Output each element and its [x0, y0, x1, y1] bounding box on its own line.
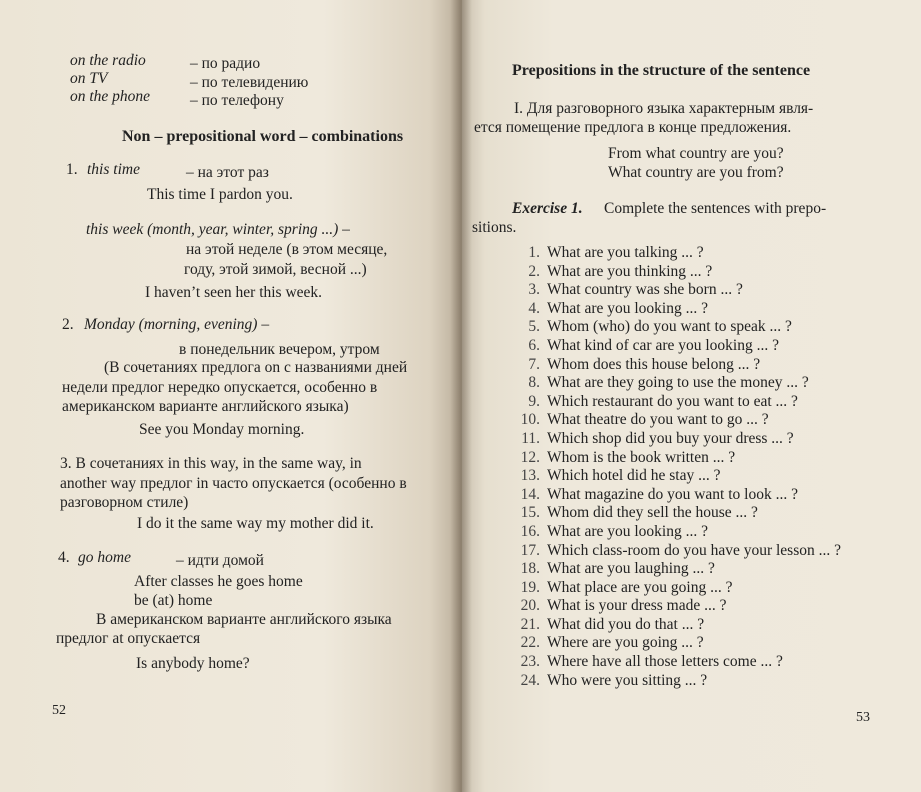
exercise-item-number: 8. — [528, 374, 540, 392]
exercise-item — [512, 542, 841, 561]
exercise-item — [512, 300, 841, 319]
exercise-item-number: 17. — [520, 541, 540, 559]
exercise-item-number: 14. — [520, 485, 540, 503]
item-number: 2. — [62, 316, 74, 333]
book-fold — [450, 0, 472, 792]
media-translation: – по телефону — [190, 92, 284, 109]
intro-text: I. Для разговорного языка характерным явля- — [514, 100, 814, 117]
right-page — [462, 0, 921, 792]
item-translation: – идти домой — [176, 552, 264, 569]
exercise-item-text: What theatre do you want to go ... ? — [547, 411, 769, 429]
exercise-item — [512, 486, 841, 505]
exercise-item-number: 19. — [520, 578, 540, 596]
exercise-item — [512, 672, 841, 691]
example-sentence: be (at) home — [134, 592, 213, 609]
example-sentence: From what country are you? — [608, 145, 784, 162]
exercise-item — [512, 318, 841, 337]
note-text: another way предлог in часто опускается (особенно в — [60, 475, 407, 492]
exercise-label: Exercise 1. — [512, 200, 583, 217]
item-number: 1. — [66, 161, 78, 178]
exercise-item — [512, 337, 841, 356]
exercise-item — [512, 616, 841, 635]
exercise-item-text: Which hotel did he stay ... ? — [547, 467, 721, 485]
media-translation: – по радио — [190, 55, 261, 72]
exercise-item-number: 12. — [520, 448, 540, 466]
page-title: Prepositions in the structure of the sentence — [512, 62, 811, 79]
exercise-item-number: 4. — [528, 299, 540, 317]
page-number: 53 — [856, 710, 870, 725]
exercise-item — [512, 393, 841, 412]
exercise-item-text: Where have all those letters come ... ? — [547, 653, 783, 671]
note-text: разговорном стиле) — [60, 494, 189, 511]
example-sentence: This time I pardon you. — [147, 186, 293, 203]
page-number: 52 — [52, 703, 66, 718]
exercise-item-number: 10. — [520, 411, 540, 429]
exercise-item-text: Whom did they sell the house ... ? — [547, 504, 758, 522]
exercise-item — [512, 449, 841, 468]
exercise-item-number: 5. — [528, 318, 540, 336]
exercise-item-number: 15. — [520, 504, 540, 522]
exercise-item-text: Where are you going ... ? — [547, 634, 704, 652]
note-text: предлог at опускается — [56, 630, 201, 647]
media-phrase: on TV — [70, 70, 108, 87]
exercise-item-text: What are you talking ... ? — [547, 244, 704, 261]
exercise-item-text: What are you looking ... ? — [547, 299, 708, 317]
example-sentence: I do it the same way my mother did it. — [137, 515, 374, 532]
exercise-item — [512, 560, 841, 579]
exercise-item — [512, 634, 841, 653]
item-phrase: go home — [78, 549, 131, 566]
exercise-instruction: Complete the sentences with prepo- — [604, 200, 827, 217]
item-translation: на этой неделе (в этом месяце, — [186, 241, 388, 258]
item-phrase: this time — [87, 161, 140, 178]
exercise-item — [512, 356, 841, 375]
exercise-item-number: 16. — [520, 522, 540, 540]
note-text: В американском варианте английского языка — [96, 611, 392, 628]
exercise-item — [512, 597, 841, 616]
item-phrase: this week (month, year, winter, spring ...) – — [86, 221, 350, 238]
note-text: американском варианте английского языка) — [62, 398, 349, 415]
exercise-item-number: 21. — [520, 615, 540, 633]
exercise-item-number: 2. — [528, 262, 540, 280]
exercise-item-number: 20. — [520, 597, 540, 615]
exercise-item-number: 1. — [528, 244, 540, 261]
exercise-item — [512, 430, 841, 449]
exercise-item — [512, 281, 841, 300]
exercise-item-text: What is your dress made ... ? — [547, 597, 727, 615]
exercise-item-number: 23. — [520, 653, 540, 671]
exercise-item-number: 13. — [520, 467, 540, 485]
example-sentence: I haven’t seen her this week. — [145, 284, 323, 301]
exercise-item-number: 7. — [528, 355, 540, 373]
exercise-list — [512, 244, 841, 690]
media-phrase: on the radio — [70, 52, 146, 69]
exercise-item-text: Who were you sitting ... ? — [547, 671, 708, 689]
exercise-item-text: Whom is the book written ... ? — [547, 448, 736, 466]
exercise-item-text: What are you laughing ... ? — [547, 560, 715, 578]
exercise-item-number: 9. — [528, 392, 540, 410]
section-title: Non – prepositional word – combinations — [122, 128, 404, 145]
exercise-item-text: Which class-room do you have your lesson ... ? — [547, 541, 842, 559]
exercise-item — [512, 467, 841, 486]
media-phrase: on the phone — [70, 88, 151, 105]
note-text: 3. В сочетаниях in this way, in the same way, in — [60, 455, 362, 472]
exercise-item-text: Whom does this house belong ... ? — [547, 355, 761, 373]
example-sentence: Is anybody home? — [136, 655, 250, 672]
exercise-item-text: Which shop did you buy your dress ... ? — [547, 429, 794, 447]
exercise-item-text: What did you do that ... ? — [547, 615, 705, 633]
exercise-item-text: Whom (who) do you want to speak ... ? — [547, 318, 792, 336]
exercise-item-text: What place are you going ... ? — [547, 578, 733, 596]
item-number: 4. — [58, 549, 70, 566]
exercise-item-number: 6. — [528, 336, 540, 354]
example-sentence: After classes he goes home — [134, 573, 303, 590]
exercise-item-text: Which restaurant do you want to eat ... ? — [547, 392, 798, 410]
media-translation: – по телевидению — [190, 74, 309, 91]
exercise-item — [512, 411, 841, 430]
item-translation: году, этой зимой, весной ...) — [184, 261, 367, 278]
item-translation: – на этот раз — [186, 164, 269, 181]
exercise-item-text: What are you looking ... ? — [547, 522, 708, 540]
exercise-item — [512, 244, 841, 263]
item-phrase: Monday (morning, evening) – — [84, 316, 270, 333]
exercise-item-number: 18. — [520, 560, 540, 578]
exercise-instruction: sitions. — [472, 219, 517, 236]
exercise-item-number: 3. — [528, 281, 540, 299]
exercise-item-text: What country was she born ... ? — [547, 281, 743, 299]
exercise-item-number: 11. — [521, 429, 540, 447]
exercise-item-text: What are they going to use the money ... ? — [547, 374, 809, 392]
exercise-item — [512, 523, 841, 542]
note-text: (В сочетаниях предлога on с названиями дней — [104, 359, 408, 376]
exercise-item-number: 24. — [520, 671, 540, 689]
exercise-item-text: What kind of car are you looking ... ? — [547, 336, 779, 354]
note-text: недели предлог нередко опускается, особенно в — [62, 379, 378, 396]
exercise-item-text: What are you thinking ... ? — [547, 262, 713, 280]
exercise-item — [512, 579, 841, 598]
item-translation: в понедельник вечером, утром — [179, 341, 380, 358]
exercise-item — [512, 374, 841, 393]
example-sentence: What country are you from? — [608, 164, 784, 181]
exercise-item — [512, 653, 841, 672]
exercise-item — [512, 263, 841, 282]
intro-text: ется помещение предлога в конце предложения. — [474, 119, 792, 136]
exercise-item-number: 22. — [520, 634, 540, 652]
exercise-item-text: What magazine do you want to look ... ? — [547, 485, 798, 503]
exercise-item — [512, 504, 841, 523]
example-sentence: See you Monday morning. — [139, 421, 305, 438]
